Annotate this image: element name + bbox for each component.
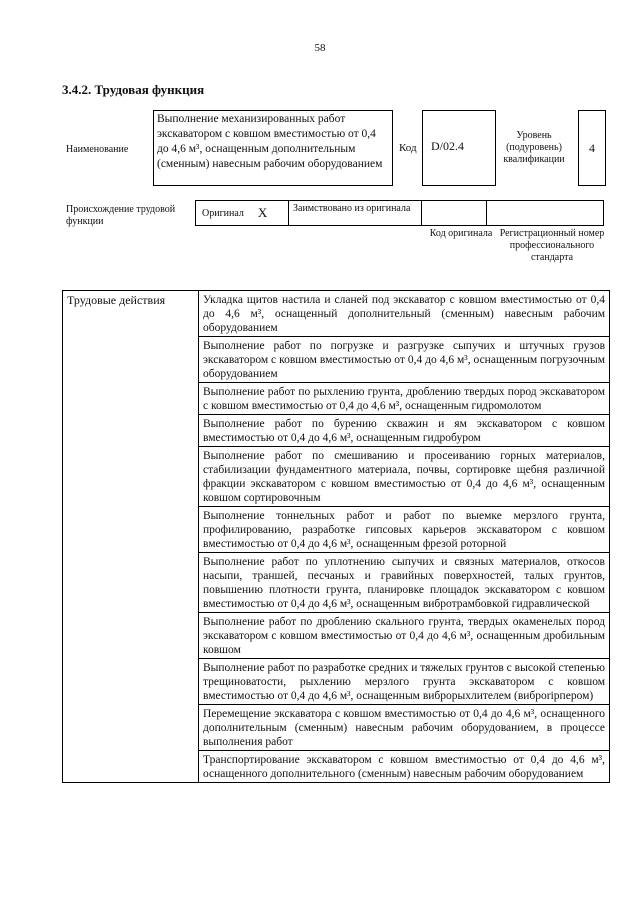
function-name-box: Выполнение механизированных работ экскаватором с ковшом вместимостью от 0,4 до 4,6 м³, оснащенным дополнительным (сменным) навесным рабочим оборудованием <box>153 110 393 186</box>
original-label: Оригинал <box>202 207 244 219</box>
code-label: Код <box>399 142 417 154</box>
page-number: 58 <box>314 42 326 54</box>
action-item: Транспортирование экскаватором с ковшом вместимостью от 0,4 до 4,6 м³, оснащенного дополнительного (сменным) навесным рабочим оборудованием <box>199 751 610 783</box>
actions-label: Трудовые действия <box>63 291 199 783</box>
name-label: Наименование <box>66 144 129 155</box>
action-item: Выполнение работ по разработке средних и тяжелых грунтов с высокой степенью трещиноватости, рыхлению мерзлого грунта экскаватором с ковшом вместимостью от 0,4 до 4,6 м³, оснащенным виброрыхлителем (виброripпером) <box>199 659 610 705</box>
level-label: Уровень (подуровень) квалификации <box>503 130 565 165</box>
original-cell <box>195 200 289 226</box>
action-item: Перемещение экскаватора с ковшом вместимостью от 0,4 до 4,6 м³, оснащенного дополнительным (сменным) навесным рабочим оборудованием, в процессе выполнения работ <box>199 705 610 751</box>
code-original-label: Код оригинала <box>429 228 493 239</box>
reg-number-cell <box>486 200 604 226</box>
action-item: Выполнение работ по рыхлению грунта, дроблению твердых пород экскаватором с ковшом вместимостью от 0,4 до 4,6 м³, оснащенным гидромолотом <box>199 383 610 415</box>
reg-number-label: Регистрационный номер профессионального стандарта <box>499 228 605 263</box>
action-item: Выполнение работ по дроблению скального грунта, твердых окаменелых пород экскаватором с ковшом вместимостью от 0,4 до 4,6 м³, оснащенным дробильным ковшом <box>199 613 610 659</box>
origin-label: Происхождение трудовой функции <box>66 204 176 227</box>
level-value-box: 4 <box>578 110 606 186</box>
code-original-cell <box>421 200 487 226</box>
section-title: 3.4.2. Трудовая функция <box>62 82 205 97</box>
action-item: Выполнение работ по смешиванию и просеиванию горных материалов, стабилизации фундаментного материала, почвы, сортировке щебня различной фракции экскаватором с ковшом вместимостью от 0,4 до 4,6 м³, оснащенным ковшом сортировочным <box>199 447 610 507</box>
labor-actions-table <box>62 290 610 783</box>
borrowed-cell: Заимствовано из оригинала <box>288 200 422 226</box>
action-item: Укладка щитов настила и сланей под экскаватор с ковшом вместимостью от 0,4 до 4,6 м³, оснащенный дополнительный (сменным) навесным рабочим оборудованием <box>199 291 610 337</box>
action-item: Выполнение работ по уплотнению сыпучих и связных материалов, откосов насыпи, траншей, песчаных и гравийных поверхностей, талых грунтов, повышению плотности грунта, планировке площадок экскаватором с ковшом вместимостью от 0,4 до 4,6 м³, оснащенным вибротрамбовкой гидравлической <box>199 553 610 613</box>
code-value-box: D/02.4 <box>422 110 496 186</box>
action-item: Выполнение тоннельных работ и работ по выемке мерзлого грунта, профилированию, разработке гипсовых карьеров экскаватором с ковшом вместимостью от 0,4 до 4,6 м³, оснащенным фрезой роторной <box>199 507 610 553</box>
action-item: Выполнение работ по бурению скважин и ям экскаватором с ковшом вместимостью от 0,4 до 4,6 м³, оснащенным гидробуром <box>199 415 610 447</box>
action-item: Выполнение работ по погрузке и разгрузке сыпучих и штучных грузов экскаватором с ковшом вместимостью от 0,4 до 4,6 м³, оснащенным погрузочным оборудованием <box>199 337 610 383</box>
original-mark: X <box>257 205 268 220</box>
origin-row <box>196 200 606 226</box>
table-row <box>63 291 610 337</box>
